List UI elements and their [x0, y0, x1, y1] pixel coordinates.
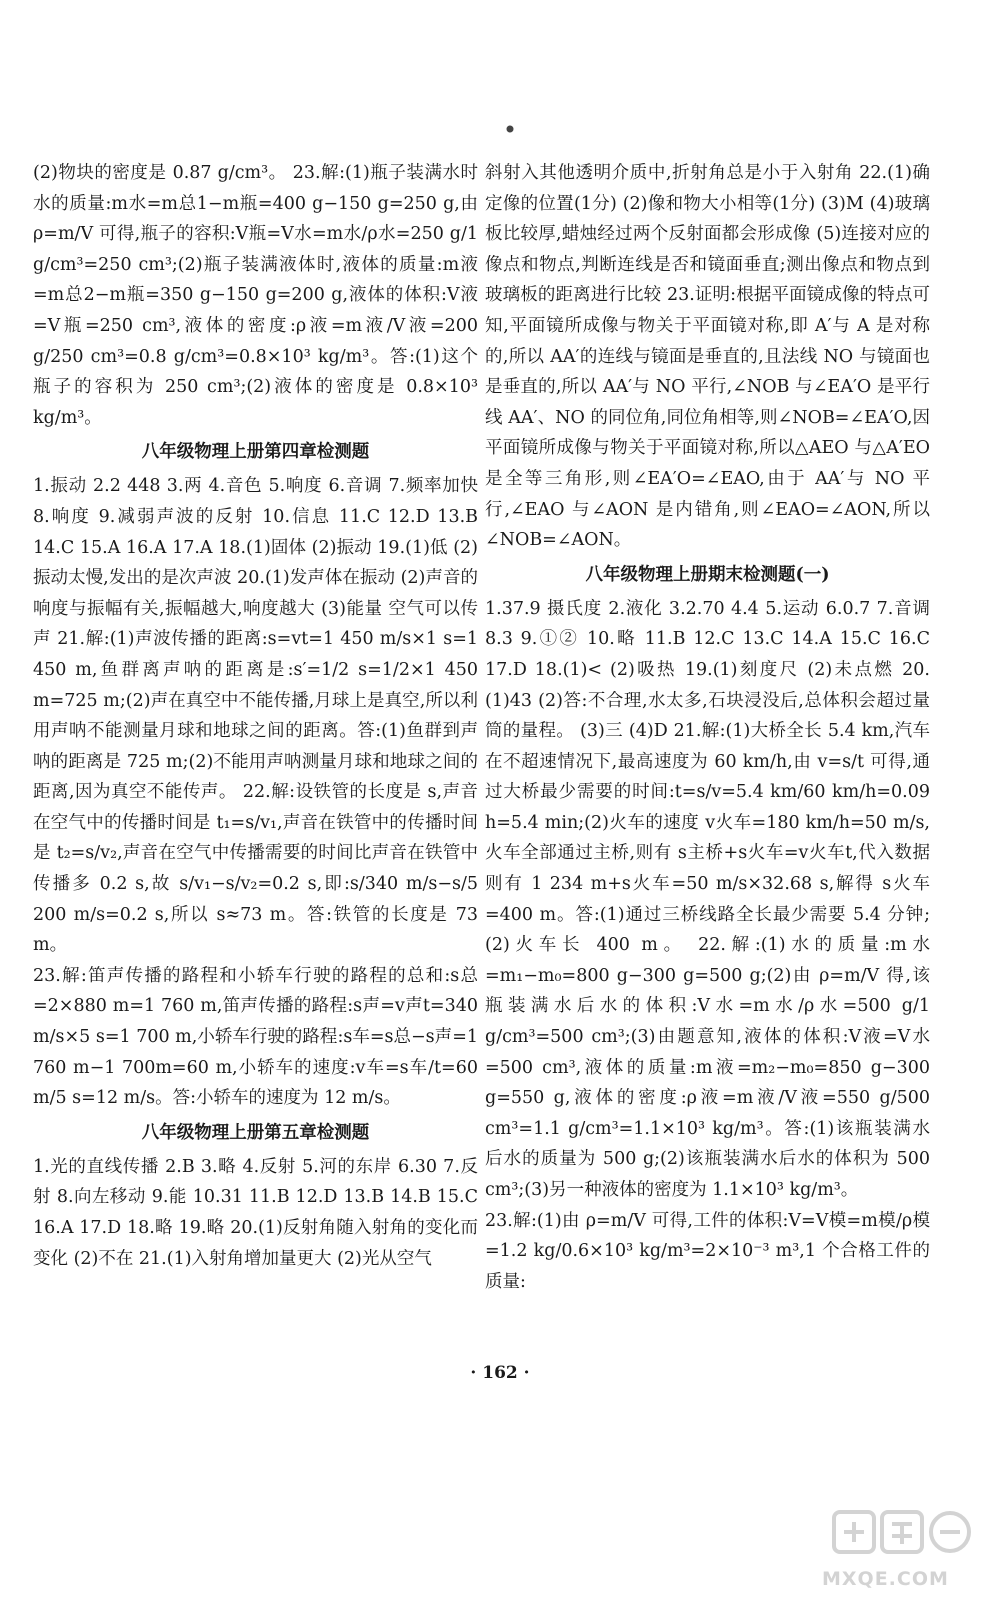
answer-paragraph: 23.解:(1)由 ρ=m/V 可得,工件的体积:V=V模=m模/ρ模=1.2 kg/0.6×10³ kg/m³=2×10⁻³ m³,1 个合格工件的质量: [485, 1210, 930, 1292]
answer-paragraph: 斜射入其他透明介质中,折射角总是小于入射角 22.(1)确定像的位置(1分) (2)像和物大小相等(1分) (3)M (4)玻璃板比较厚,蜡烛经过两个反射面都会形成像 (5)连接对应的像点和物点,判断连线是否和镜面垂直;测出像点和物点到玻璃板的距离进行比较 23.证明:根据平面镜成像的特点可知,平面镜所成像与物关于平面镜对称,即 A′与 A 是对称的,所以 AA′的连线与镜面是垂直的,且法线 NO 与镜面也是垂直的,所以 AA′与 NO 平行,∠NOB 与∠EA′O 是平行线 AA′、NO 的同位角,同位角相等,则∠NOB=∠EA′O,因平面镜所成像与物关于平面镜对称,所以△AEO 与△A′EO 是全等三角形,则∠EA′O=∠EAO,由于 AA′与 NO 平行,∠EAO 与∠AON 是内错角,则∠EAO=∠AON,所以∠NOB=∠AON。 [485, 163, 930, 551]
answer-paragraph: 1.振动 2.2 448 3.两 4.音色 5.响度 6.音调 7.频率加快 8.响度 9.减弱声波的反射 10.信息 11.C 12.D 13.B 14.C 15.A 16.A 17.A 18.(1)固体 (2)振动 19.(1)低 (2)振动太慢,发出的是次声波 20.(1)发声体在振动 (2)声音的响度与振幅有关,振幅越大,响度越大 (3)能量 空气可以传声 21.解:(1)声波传播的距离:s=vt=1 450 m/s×1 s=1 450 m,鱼群离声呐的距离是:s′=1/2 s=1/2×1 450 m=725 m;(2)声在真空中不能传播,月球上是真空,所以利用声呐不能测量月球和地球之间的距离。答:(1)鱼群到声呐的距离是 725 m;(2)不能用声呐测量月球和地球之间的距离,因为真空不能传声。 22.解:设铁管的长度是 s,声音在空气中的传播时间是 t₁=s/v₁,声音在铁管中的传播时间是 t₂=s/v₂,声音在空气中传播需要的时间比声音在铁管中传播多 0.2 s,故 s/v₁−s/v₂=0.2 s,即:s/340 m/s−s/5 200 m/s=0.2 s,所以 s≈73 m。答:铁管的长度是 73 m。 [33, 476, 478, 956]
right-column [485, 158, 930, 1297]
left-column [33, 158, 478, 1274]
watermark [822, 1508, 982, 1590]
answer-paragraph: 23.解:笛声传播的路程和小轿车行驶的路程的总和:s总=2×880 m=1 760 m,笛声传播的路程:s声=v声t=340 m/s×5 s=1 700 m,小轿车行驶的路程:s车=s总−s声=1 760 m−1 700m=60 m,小轿车的速度:v车=s车/t=60 m/5 s=12 m/s。答:小轿车的速度为 12 m/s。 [33, 965, 478, 1109]
page-number: · 162 · [470, 1363, 530, 1383]
printer-mark-icon [505, 119, 515, 129]
section-heading-chapter-4: 八年级物理上册第四章检测题 [141, 442, 370, 463]
watermark-text: MXQE.COM [822, 1568, 949, 1590]
answer-paragraph: (2)物块的密度是 0.87 g/cm³。 23.解:(1)瓶子装满水时水的质量:m水=m总1−m瓶=400 g−150 g=250 g,由 ρ=m/V 可得,瓶子的容积:V瓶=V水=m水/ρ水=250 g/1 g/cm³=250 cm³;(2)瓶子装满液体时,液体的质量:m液=m总2−m瓶=350 g−150 g=200 g,液体的体积:V液=V瓶=250 cm³,液体的密度:ρ液=m液/V液=200 g/250 cm³=0.8 g/cm³=0.8×10³ kg/m³。答:(1)这个瓶子的容积为 250 cm³;(2)液体的密度是 0.8×10³ kg/m³。 [33, 163, 478, 428]
section-heading-final-exam: 八年级物理上册期末检测题(一) [585, 564, 830, 585]
answer-paragraph: 1.光的直线传播 2.B 3.略 4.反射 5.河的东岸 6.30 7.反射 8.向左移动 9.能 10.31 11.B 12.D 13.B 14.B 15.C 16.A 17.D 18.略 19.略 20.(1)反射角随入射角的变化而变化 (2)不在 21.(1)入射角增加量更大 (2)光从空气 [33, 1156, 478, 1269]
watermark-logo-icon [832, 1508, 972, 1560]
section-heading-chapter-5: 八年级物理上册第五章检测题 [141, 1122, 370, 1143]
answer-paragraph: 1.37.9 摄氏度 2.液化 3.2.70 4.4 5.运动 6.0.7 7.音调 8.3 9.①② 10.略 11.B 12.C 13.C 14.A 15.C 16.C 17.D 18.(1)< (2)吸热 19.(1)刻度尺 (2)未点燃 20.(1)43 (2)答:不合理,水太多,石块浸没后,总体积会超过量筒的量程。 (3)三 (4)D 21.解:(1)大桥全长 5.4 km,汽车在不超速情况下,最高速度为 60 km/h,由 v=s/t 可得,通过大桥最少需要的时间:t=s/v=5.4 km/60 km/h=0.09 h=5.4 min;(2)火车的速度 v火车=180 km/h=50 m/s,火车全部通过主桥,则有 s主桥+s火车=v火车t,代入数据则有 1 234 m+s火车=50 m/s×32.68 s,解得 s火车=400 m。答:(1)通过三桥线路全长最少需要 5.4 分钟;(2)火车长 400 m。 22.解:(1)水的质量:m水=m₁−m₀=800 g−300 g=500 g;(2)由 ρ=m/V 得,该瓶装满水后水的体积:V水=m水/ρ水=500 g/1 g/cm³=500 cm³;(3)由题意知,液体的体积:V液=V水=500 cm³,液体的质量:m液=m₂−m₀=850 g−300 g=550 g,液体的密度:ρ液=m液/V液=550 g/500 cm³=1.1 g/cm³=1.1×10³ kg/m³。答:(1)该瓶装满水后水的质量为 500 g;(2)该瓶装满水后水的体积为 500 cm³;(3)另一种液体的密度为 1.1×10³ kg/m³。 [485, 598, 930, 1200]
